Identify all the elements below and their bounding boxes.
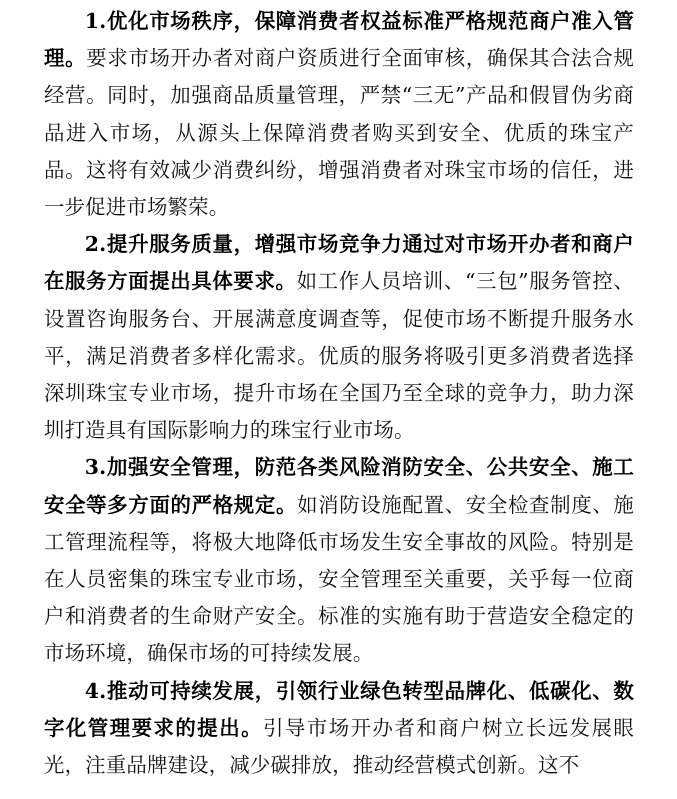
paragraph-1-body: 要求市场开办者对商户资质进行全面审核，确保其合法合规经营。同时，加强商品质量管理，严禁“三无”产品和假冒伪劣商品进入市场，从源头上保障消费者购买到安全、优质的珠宝产品。这将有效减少消费纠纷，增强消费者对珠宝市场的信任，进一步促进市场繁荣。: [44, 46, 634, 220]
paragraph-2-heading: 2.提升服务质量，增强市场竞争力通过对市场开办者和商户在服务方面提出具体要求。: [44, 232, 634, 294]
paragraph-4: [44, 673, 634, 785]
document-page: [44, 0, 634, 784]
paragraph-4-heading: 4.推动可持续发展，引领行业绿色转型品牌化、低碳化、数字化管理要求的提出。: [44, 678, 634, 740]
paragraph-3-heading: 3.加强安全管理，防范各类风险消防安全、公共安全、施工安全等多方面的严格规定。: [44, 455, 634, 517]
paragraph-4-body: 引导市场开办者和商户树立长远发展眼光，注重品牌建设，减少碳排放，推动经营模式创新。这不: [44, 715, 635, 778]
paragraph-1-heading: 1.优化市场秩序，保障消费者权益标准严格规范商户准入管理。: [44, 9, 634, 71]
paragraph-2: [44, 226, 634, 449]
paragraph-3: [44, 449, 634, 672]
paragraph-2-body: 如工作人员培训、“三包”服务管控、设置咨询服务台、开展满意度调查等，促使市场不断提升服务水平，满足消费者多样化需求。优质的服务将吸引更多消费者选择深圳珠宝专业市场，提升市场在全国乃至全球的竞争力，助力深圳打造具有国际影响力的珠宝行业市场。: [44, 269, 634, 443]
paragraph-1: [44, 3, 634, 226]
paragraph-3-body: 如消防设施配置、安全检查制度、施工管理流程等，将极大地降低市场发生安全事故的风险。特别是在人员密集的珠宝专业市场，安全管理至关重要，关乎每一位商户和消费者的生命财产安全。标准的实施有助于营造安全稳定的市场环境，确保市场的可持续发展。: [44, 492, 635, 666]
